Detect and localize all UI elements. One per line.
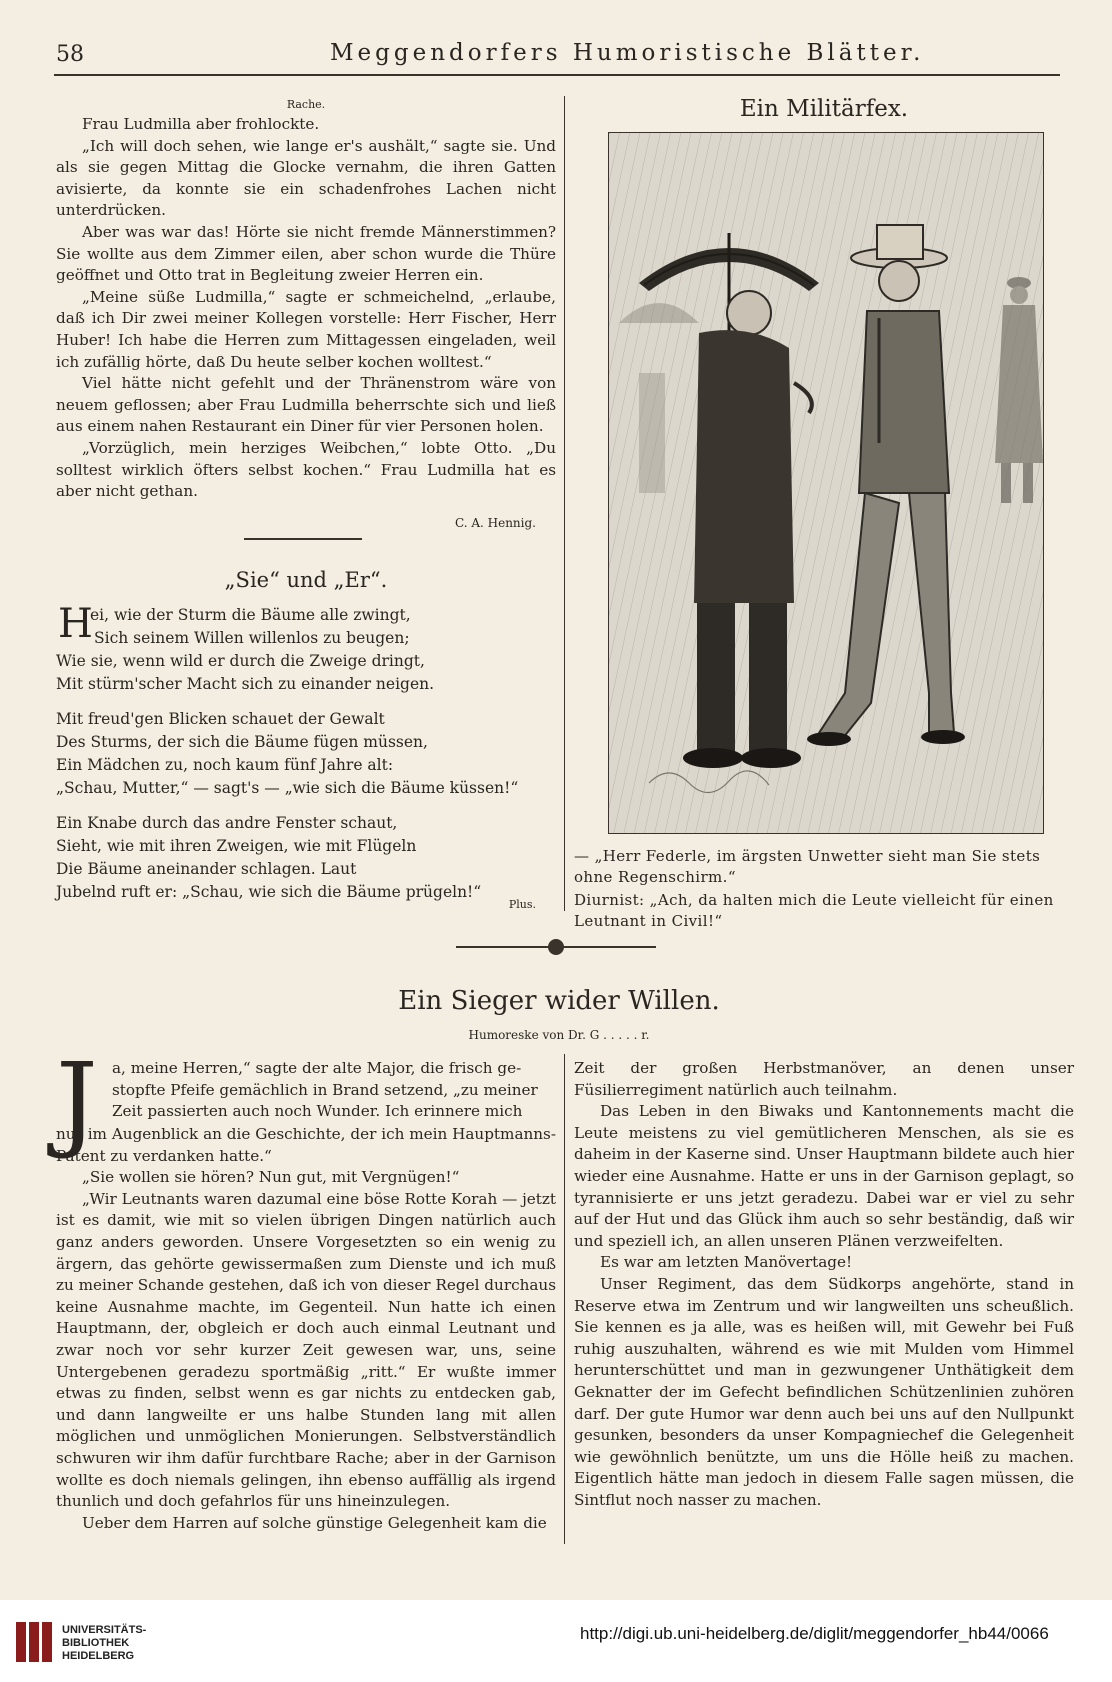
opening-line: stopfte Pfeife gemächlich in Brand setzend, „zu meiner — [112, 1080, 538, 1099]
story1-paragraph: Viel hätte nicht gefehlt und der Thränenstrom wäre von neuem geflossen; aber Frau Ludmilla beherrschte sich und ließ aus einem nahen Restaurant ein Diner für vier Personen holen. — [56, 374, 556, 436]
library-name-line: BIBLIOTHEK — [62, 1637, 130, 1649]
ornament-dot-icon — [548, 939, 564, 955]
story2-left-column — [56, 1124, 556, 1534]
poem-line: „Schau, Mutter,“ — sagt's — „wie sich die Bäume küssen!“ — [56, 779, 519, 797]
poem-line: Mit stürm'scher Macht sich zu einander neigen. — [56, 675, 435, 693]
running-title: Meggendorfers Humoristische Blätter. — [330, 40, 925, 66]
story2-paragraph: „Sie wollen sie hören? Nun gut, mit Vergnügen!“ — [82, 1168, 460, 1187]
story2-initial: J — [56, 1040, 98, 1162]
story2-right-column — [574, 1058, 1074, 1511]
poem-line: Wie sie, wenn wild er durch die Zweige dringt, — [56, 652, 425, 670]
poem-title: „Sie“ und „Er“. — [224, 568, 388, 592]
header-rule — [54, 74, 1060, 76]
cartoon-drawing — [609, 133, 1043, 833]
library-name-line: HEIDELBERG — [62, 1650, 135, 1662]
story2-paragraph: „Wir Leutnants waren dazumal eine böse Rotte Korah — jetzt ist es damit, wie mit so vielen übrigen Dingen natürlich auch ganz anders geworden. Unsere Vorgesetzten so ein wenig zu ärgern, das gehörte gewissermaßen zum Dienste und ich muß zu meiner Schande gestehen, daß ich von dieser Regel durchaus keine Ausnahme machte, im Gegenteil. Nun hatte ich einen Hauptmann, der, obgleich er doch auch einmal Leutnant und zwar noch vor sehr kurzer Zeit gewesen war, uns, seine Untergebenen geradezu sportmäßig „ritt.“ Er wußte immer etwas zu finden, selbst wenn es gar nichts zu entdecken gab, und dann langweilte er uns halbe Stunden lang mit allen möglichen und unmöglichen Monierungen. Selbstverständlich schwuren wir ihm dafür furchtbare Rache; aber in der Garnison wollte es doch niemals gelingen, ihn ebenso auffällig als irgend thunlich und doch gefahrlos für uns hineinzulegen. — [56, 1189, 556, 1511]
column-divider-bottom — [564, 1054, 565, 1544]
story2-paragraph: Zeit der großen Herbstmanöver, an denen unser Füsilierregiment natürlich auch teilnahm. — [574, 1059, 1074, 1099]
poem-stanza-1 — [90, 604, 550, 650]
poem-line: Sich seinem Willen willenlos zu beugen; — [94, 629, 410, 647]
story1-paragraph: „Ich will doch sehen, wie lange er's aushält,“ sagte sie. Und als sie gegen Mittag die Glocke vernahm, die ihren Gatten avisierte, da konnte sie ein schadenfrohes Lachen nicht unterdrücken. — [56, 136, 556, 220]
illustration-cartoon — [608, 132, 1044, 834]
story1-body — [56, 114, 556, 503]
library-name-line: UNIVERSITÄTS- — [62, 1624, 147, 1636]
poem-line: Mit freud'gen Blicken schauet der Gewalt — [56, 710, 385, 728]
poem-line: Sieht, wie mit ihren Zweigen, wie mit Flügeln — [56, 837, 417, 855]
story1-paragraph: „Meine süße Ludmilla,“ sagte er schmeichelnd, „erlaube, daß ich Dir zwei meiner Kollegen vorstelle: Herr Fischer, Herr Huber! Ich habe die Herren zum Mittagessen eingeladen, weil ich zufällig hörte, daß Du heute selber kochen wolltest.“ — [56, 287, 556, 371]
story2-paragraph: Es war am letzten Manövertage! — [600, 1253, 853, 1272]
illustration-title: Ein Militärfex. — [739, 96, 909, 122]
story1-paragraph: Frau Ludmilla aber frohlockte. — [82, 115, 320, 133]
story1-author: C. A. Hennig. — [454, 516, 536, 530]
story1-paragraph: „Vorzüglich, mein herziges Weibchen,“ lobte Otto. „Du solltest wirklich öfters selbst kochen.“ Frau Ludmilla hat es aber nicht gethan. — [56, 438, 556, 501]
column-divider-top — [564, 96, 565, 911]
opening-line: Zeit passierten auch noch Wunder. Ich erinnere mich — [112, 1102, 523, 1121]
story2-paragraph: Unser Regiment, das dem Südkorps angehörte, stand in Reserve etwa im Zentrum und wir langweilten uns scheußlich. Sie kennen es ja alle, was es heißen will, mit Gewehr bei Fuß ruhig auszuhalten, während es wie mit Mulden vom Himmel herunterschüttet und man in gezwungener Unthätigkeit dem Geknatter der im Gefecht befindlichen Schützenlinien zuhören darf. Der gute Humor war denn auch bei uns auf den Nullpunkt gesunken, besonders da unser Kompagniechef die Gelegenheit wie gewöhnlich benützte, um uns die Hölle heiß zu machen. Eigentlich hätte man jedoch in diesem Falle sagen müssen, die Sintflut noch nasser zu machen. — [574, 1274, 1074, 1509]
poem-stanza-1-cont — [56, 650, 556, 696]
poem-line: Jubelnd ruft er: „Schau, wie sich die Bäume prügeln!“ — [56, 883, 482, 901]
poem-line: Ein Knabe durch das andre Fenster schaut, — [56, 814, 398, 832]
source-url-link[interactable]: http://digi.ub.uni-heidelberg.de/diglit/meggendorfer_hb44/0066 — [580, 1624, 1049, 1643]
story2-subtitle: Humoreske von Dr. G . . . . . r. — [468, 1028, 650, 1042]
poem-line: Des Sturms, der sich die Bäume fügen müssen, — [56, 733, 428, 751]
opening-line: a, meine Herren,“ sagte der alte Major, die frisch ge- — [112, 1059, 522, 1077]
poem-stanza-3 — [56, 812, 556, 904]
story1-paragraph: Aber was war das! Hörte sie nicht fremde Männerstimmen? Sie wollte aus dem Zimmer eilen, aber schon wurde die Thüre geöffnet und Otto trat in Begleitung zweier Herren ein. — [56, 222, 556, 285]
caption-line-2: Diurnist: „Ach, da halten mich die Leute vielleicht für einen Leutnant in Civil!“ — [574, 891, 1054, 930]
story2-opening-lines — [112, 1058, 556, 1123]
illustration-caption — [574, 846, 1074, 932]
poem-line: Ein Mädchen zu, noch kaum fünf Jahre alt: — [56, 756, 394, 774]
poem-author: Plus. — [508, 898, 536, 911]
page-number: 58 — [56, 42, 84, 67]
caption-line-1: — „Herr Federle, im ärgsten Unwetter sieht man Sie stets ohne Regenschirm.“ — [574, 847, 1041, 886]
poem-line: Die Bäume aneinander schlagen. Laut — [56, 860, 357, 878]
story2-paragraph: nur im Augenblick an die Geschichte, der ich mein Hauptmanns-Patent zu verdanken hatte.“ — [56, 1125, 556, 1165]
section-divider — [244, 538, 362, 540]
poem-line: ei, wie der Sturm die Bäume alle zwingt, — [90, 606, 411, 624]
story2-title: Ein Sieger wider Willen. — [398, 986, 720, 1016]
poem-drop-cap: H — [58, 601, 93, 647]
library-logo-icon — [14, 1618, 54, 1666]
story2-paragraph: Das Leben in den Biwaks und Kantonnements macht die Leute meistens zu viel gemütlicheren Menschen, als sie es daheim in der Kaserne sind. Unser Hauptmann bildete auch hier wieder eine Ausnahme. Hatte er uns in der Garnison geplagt, so tyrannisierte er uns jetzt geradezu. Dabei war er viel zu sehr auf der Hut und das Glück ihm auch so sehr beständig, daß wir und speziell ich, an allen unseren Plänen verzweifelten. — [574, 1102, 1074, 1250]
story2-paragraph: Ueber dem Harren auf solche günstige Gelegenheit kam die — [82, 1513, 547, 1532]
poem-stanza-2 — [56, 708, 556, 800]
library-name — [62, 1624, 146, 1663]
story-label: Rache. — [286, 98, 326, 111]
